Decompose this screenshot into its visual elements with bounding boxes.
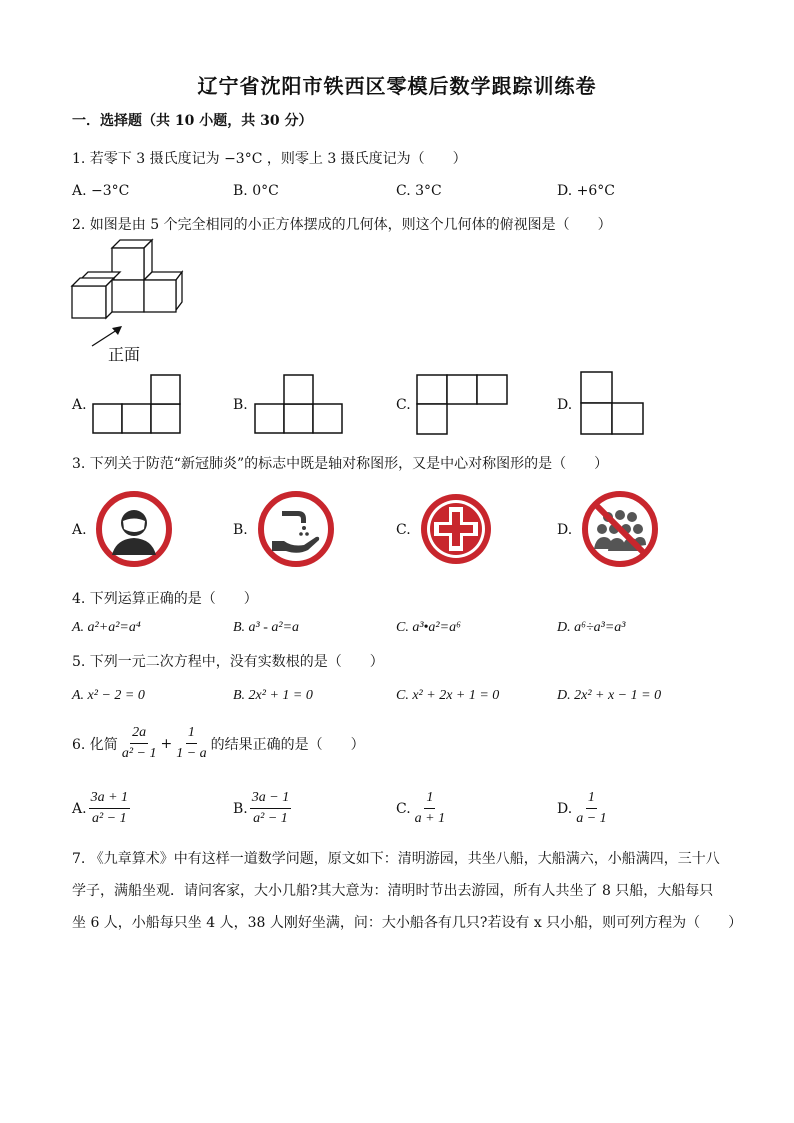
q6-option-b[interactable] bbox=[233, 789, 293, 828]
q1-option-b[interactable]: B. 0°C bbox=[233, 183, 279, 199]
mask-face-icon[interactable] bbox=[96, 491, 172, 567]
q2-option-a-label[interactable]: A. bbox=[72, 397, 87, 413]
q3-option-a-label[interactable]: A. bbox=[72, 522, 87, 538]
q6-plus: + bbox=[160, 735, 173, 752]
q6-option-d[interactable] bbox=[557, 789, 611, 828]
q5-option-d[interactable]: D. 2x² + x − 1 = 0 bbox=[557, 688, 662, 703]
q2-option-b-figure[interactable] bbox=[254, 374, 344, 434]
wash-hands-icon[interactable] bbox=[258, 491, 334, 567]
q2-option-d-figure[interactable] bbox=[580, 371, 644, 435]
q2-option-c-label[interactable]: C. bbox=[396, 397, 411, 413]
q6-option-d-denominator: a − 1 bbox=[576, 811, 607, 826]
q6-fraction-1-numerator: 2a bbox=[130, 724, 148, 744]
q3-option-d-label[interactable]: D. bbox=[557, 522, 573, 538]
question-7-line-3: 坐 6 人，小船每只坐 4 人，38 人刚好坐满，问：大小船各有几只?若设有 x 只小船，则可列方程为（ ） bbox=[72, 915, 743, 931]
q1-option-d[interactable]: D. +6°C bbox=[557, 183, 615, 199]
q5-option-c[interactable]: C. x² + 2x + 1 = 0 bbox=[396, 688, 500, 703]
q6-option-d-numerator: 1 bbox=[586, 789, 597, 809]
q6-option-a-denominator: a² − 1 bbox=[91, 811, 127, 826]
q6-option-b-denominator: a² − 1 bbox=[253, 811, 288, 826]
q6-option-d-fraction bbox=[574, 789, 608, 828]
q3-option-b-label[interactable]: B. bbox=[233, 522, 248, 538]
q4-option-a[interactable]: A. a²+a²=a⁴ bbox=[72, 620, 141, 635]
q6-fraction-2 bbox=[174, 724, 208, 763]
red-cross-icon[interactable] bbox=[418, 491, 494, 567]
question-7-line-1: 7. 《九章算术》中有这样一道数学问题，原文如下：清明游园，共坐八船，大船满六，小船满四，三十八 bbox=[72, 851, 720, 867]
q4-option-b[interactable]: B. a³ - a²=a bbox=[233, 620, 300, 635]
q6-option-a-numerator: 3a + 1 bbox=[89, 789, 130, 809]
q6-fraction-2-numerator: 1 bbox=[186, 724, 197, 744]
q6-option-c-fraction bbox=[413, 789, 447, 828]
q6-option-b-label: B. bbox=[233, 800, 248, 817]
q1-option-a[interactable]: A. −3°C bbox=[72, 183, 130, 199]
page-title: 辽宁省沈阳市铁西区零模后数学跟踪训练卷 bbox=[197, 74, 597, 98]
q6-option-c-label: C. bbox=[396, 800, 411, 817]
q2-option-a-figure[interactable] bbox=[92, 374, 182, 434]
question-1: 1. 若零下 3 摄氏度记为 −3°C ，则零上 3 摄氏度记为（ ） bbox=[72, 151, 467, 167]
q6-suffix: 的结果正确的是（ ） bbox=[210, 736, 365, 753]
cube-solid-figure bbox=[68, 236, 188, 326]
question-4: 4. 下列运算正确的是（ ） bbox=[72, 591, 258, 607]
q6-prefix: 6. 化简 bbox=[72, 736, 118, 753]
q2-option-b-label[interactable]: B. bbox=[233, 397, 248, 413]
q2-option-c-figure[interactable] bbox=[416, 374, 508, 436]
q6-option-c[interactable] bbox=[396, 789, 449, 828]
question-7-line-2: 学子，满船坐观．请问客家，大小几船?其大意为：清明时节出去游园，所有人共坐了 8 只船，大船每只 bbox=[72, 883, 714, 899]
question-3: 3. 下列关于防范“新冠肺炎”的标志中既是轴对称图形，又是中心对称图形的是（ ） bbox=[72, 456, 609, 472]
q5-option-b[interactable]: B. 2x² + 1 = 0 bbox=[233, 688, 313, 703]
q6-option-a-label: A. bbox=[72, 800, 87, 817]
q6-option-c-numerator: 1 bbox=[424, 789, 435, 809]
q5-option-a[interactable]: A. x² − 2 = 0 bbox=[72, 688, 145, 703]
question-2: 2. 如图是由 5 个完全相同的小正方体摆成的几何体，则这个几何体的俯视图是（ ） bbox=[72, 217, 612, 233]
question-6 bbox=[72, 724, 365, 763]
q6-option-d-label: D. bbox=[557, 800, 573, 817]
q4-option-d[interactable]: D. a⁶÷a³=a³ bbox=[557, 620, 626, 635]
front-label: 正面 bbox=[108, 345, 141, 364]
q6-option-a[interactable] bbox=[72, 789, 132, 828]
q4-option-c[interactable]: C. a³•a²=a⁶ bbox=[396, 620, 461, 635]
no-gathering-icon[interactable] bbox=[582, 491, 658, 567]
q6-fraction-2-denominator: 1 − a bbox=[176, 746, 207, 761]
q6-fraction-1-denominator: a² − 1 bbox=[121, 746, 157, 761]
q6-option-b-numerator: 3a − 1 bbox=[250, 789, 291, 809]
question-5: 5. 下列一元二次方程中，没有实数根的是（ ） bbox=[72, 654, 384, 670]
q6-option-b-fraction bbox=[250, 789, 291, 828]
q3-option-c-label[interactable]: C. bbox=[396, 522, 411, 538]
q6-option-a-fraction bbox=[89, 789, 130, 828]
q6-fraction-1 bbox=[120, 724, 159, 763]
q6-option-c-denominator: a + 1 bbox=[414, 811, 446, 826]
section-heading: 一．选择题（共 10 小题，共 30 分） bbox=[72, 113, 313, 129]
q2-option-d-label[interactable]: D. bbox=[557, 397, 573, 413]
q1-option-c[interactable]: C. 3°C bbox=[396, 183, 442, 199]
